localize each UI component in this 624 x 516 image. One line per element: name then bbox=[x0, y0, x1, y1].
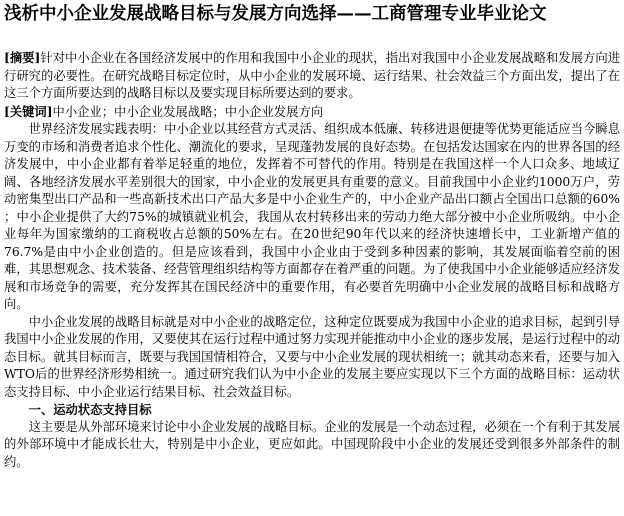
keywords-label: [关键词] bbox=[4, 103, 53, 119]
document-title: 浅析中小企业发展战略目标与发展方向选择——工商管理专业毕业论文 bbox=[4, 4, 547, 24]
section-paragraph: 这主要是从外部环境来讨论中小企业发展的战略目标。企业的发展是一个动态过程，必须在一个有利于其发展的外部环境中才能成长壮大，特别是中小企业，更应如此。中国现阶段中小企业的发展还受到很多外部条件的制约。 bbox=[4, 419, 620, 469]
keywords-text: 中小企业；中小企业发展战略；中小企业发展方向 bbox=[52, 104, 324, 119]
section-heading: 一、运动状态支持目标 bbox=[28, 402, 152, 417]
abstract-block bbox=[4, 49, 620, 471]
body-paragraph-1: 世界经济发展实践表明：中小企业以其经营方式灵活、组织成本低廉、转移进退便捷等优势更能适应当今瞬息万变的市场和消费者追求个性化、潮流化的要求，呈现蓬勃发展的良好态势。在包括发达国家在内的世界各国的经济发展中，中小企业都有着举足轻重的地位，发挥着不可替代的作用。特别是在我国这样一个人口众多、地域辽阔、各地经济发展水平差别很大的国家，中小企业的发展更具有重要的意义。目前我国中小企业约1000万户，劳动密集型出口产品和一些高新技术出口产品大多是中小企业生产的，中小企业产品出口额占全国出口总额的60% ；中小企业提供了大约75%的城镇就业机会，我国从农村转移出来的劳动力绝大部分被中小企业所吸纳。中小企业每年为国家缴纳的工商税收占总额的50%左右。在20世纪90年代以来的经济快速增长中，工业新增产值的76.7%是由中小企业创造的。但是应该看到，我国中小企业由于受到多种因素的影响，其发展面临着空前的困难，其思想观念、技术装备、经营管理组织结构等方面都存在着严重的问题。为了使我国中小企业能够适应经济发展和市场竞争的需要，充分发挥其在国民经济中的重要作用，有必要首先明确中小企业发展的战略目标和战略方向。 bbox=[4, 122, 620, 311]
abstract-text: 针对中小企业在各国经济发展中的作用和我国中小企业的现状，指出对我国中小企业发展战略和发展方向进行研究的必要性。在研究战略目标定位时，从中小企业的发展环境、运行结果、社会效益三个方面出发，提出了在这三个方面所要达到的战略目标以及要实现目标所要达到的要求。 bbox=[4, 51, 620, 100]
keywords-paragraph bbox=[4, 103, 620, 122]
body-paragraph-2: 中小企业发展的战略目标就是对中小企业的战略定位，这种定位既要成为我国中小企业的追求目标，起到引导我国中小企业发展的作用，又要使其在运行过程中通过努力实现并能推动中小企业的逐步发展，是运行过程中的动态目标。就其目标而言，既要与我国国情相符合，又要与中小企业发展的现状相统一；就其动态来看，还要与加入WTO后的世界经济形势相统一。通过研究我们认为中小企业的发展主要应实现以下三个方面的战略目标：运动状态支持目标、中小企业运行结果目标、社会效益目标。 bbox=[4, 314, 620, 399]
abstract-paragraph bbox=[4, 49, 620, 103]
abstract-label: [摘要] bbox=[4, 50, 41, 65]
